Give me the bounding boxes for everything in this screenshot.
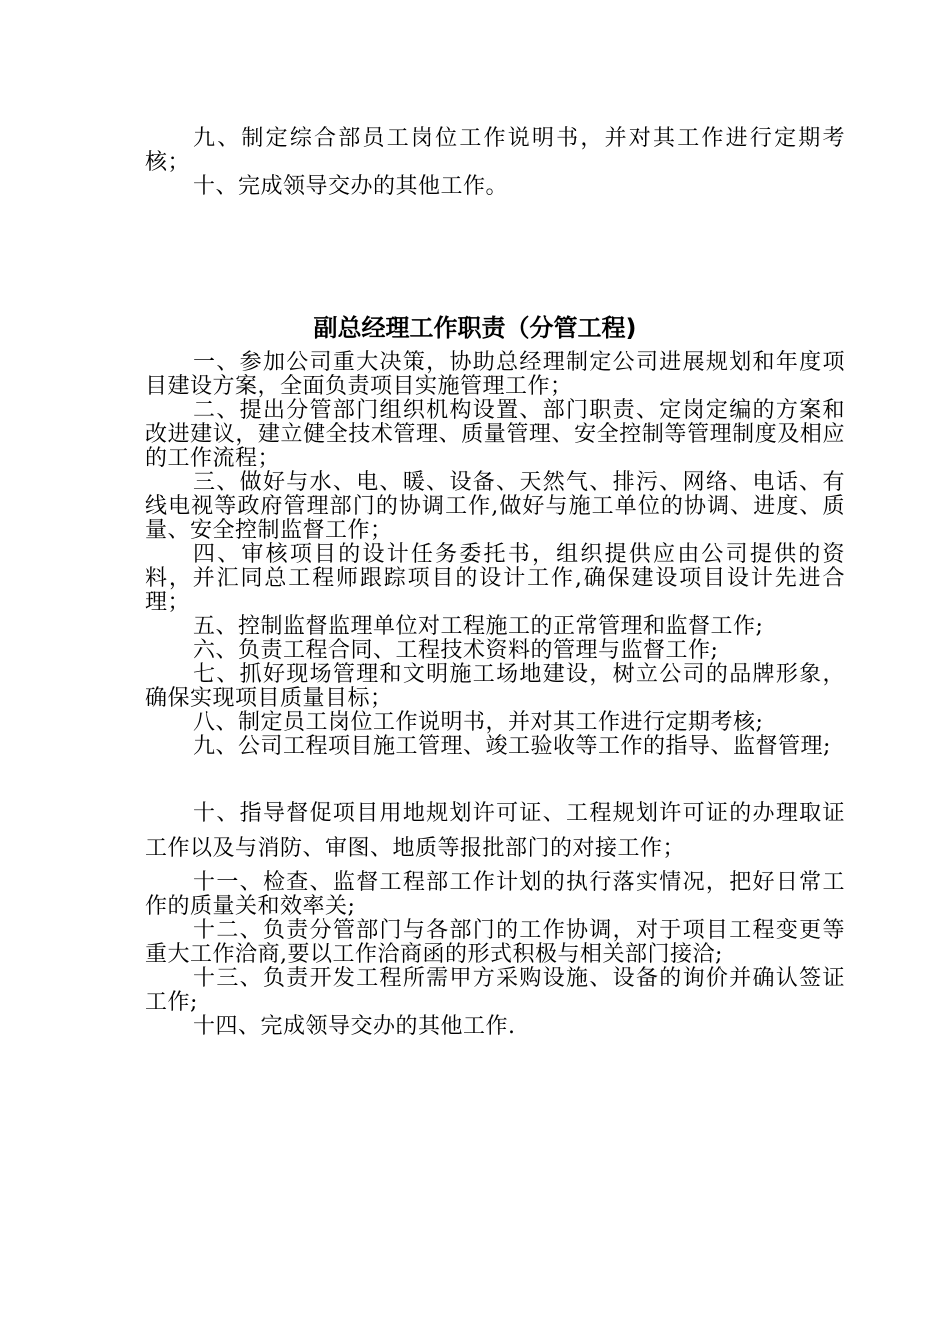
list-item: 五、控制监督监理单位对工程施工的正常管理和监督工作; [193,614,764,639]
duties-list-continued [145,871,845,1039]
list-item: 十、指导督促项目用地规划许可证、工程规划许可证的办理取证工作以及与消防、审图、地质等报批部门的对接工作； [145,801,845,861]
previous-section-tail [145,127,845,199]
list-item: 十、完成领导交办的其他工作。 [193,174,509,199]
list-item: 十四、完成领导交办的其他工作. [193,1014,516,1039]
section-title: 副总经理工作职责（分管工程) [313,314,637,342]
duties-list-spaced [145,796,845,866]
list-item: 六、负责工程合同、工程技术资料的管理与监督工作; [193,638,719,663]
list-item: 十三、负责开发工程所需甲方采购设施、设备的询价并确认签证工作; [145,966,845,1015]
duties-list [145,351,845,772]
list-item: 一、参加公司重大决策，协助总经理制定公司进展规划和年度项目建设方案，全面负责项目实施管理工作； [145,350,845,399]
list-item: 四、审核项目的设计任务委托书，组织提供应由公司提供的资料，并汇同总工程师跟踪项目的设计工作,确保建设项目设计先进合理； [145,542,845,615]
list-item: 七、抓好现场管理和文明施工场地建设，树立公司的品牌形象，确保实现项目质量目标； [145,662,845,711]
list-item: 二、提出分管部门组织机构设置、部门职责、定岗定编的方案和改进建议，建立健全技术管理、质量管理、安全控制等管理制度及相应的工作流程； [145,398,845,471]
list-item: 九、制定综合部员工岗位工作说明书，并对其工作进行定期考核； [145,126,845,175]
list-item: 三、做好与水、电、暖、设备、天然气、排污、网络、电话、有线电视等政府管理部门的协调工作,做好与施工单位的协调、进度、质量、安全控制监督工作； [145,470,845,543]
list-item: 十二、负责分管部门与各部门的工作协调，对于项目工程变更等重大工作洽商,要以工作洽商函的形式积极与相关部门接洽; [145,918,845,967]
list-item: 八、制定员工岗位工作说明书，并对其工作进行定期考核; [193,710,764,735]
list-item: 十一、检查、监督工程部工作计划的执行落实情况，把好日常工作的质量关和效率关; [145,870,845,919]
list-item: 九、公司工程项目施工管理、竣工验收等工作的指导、监督管理; [193,734,831,759]
